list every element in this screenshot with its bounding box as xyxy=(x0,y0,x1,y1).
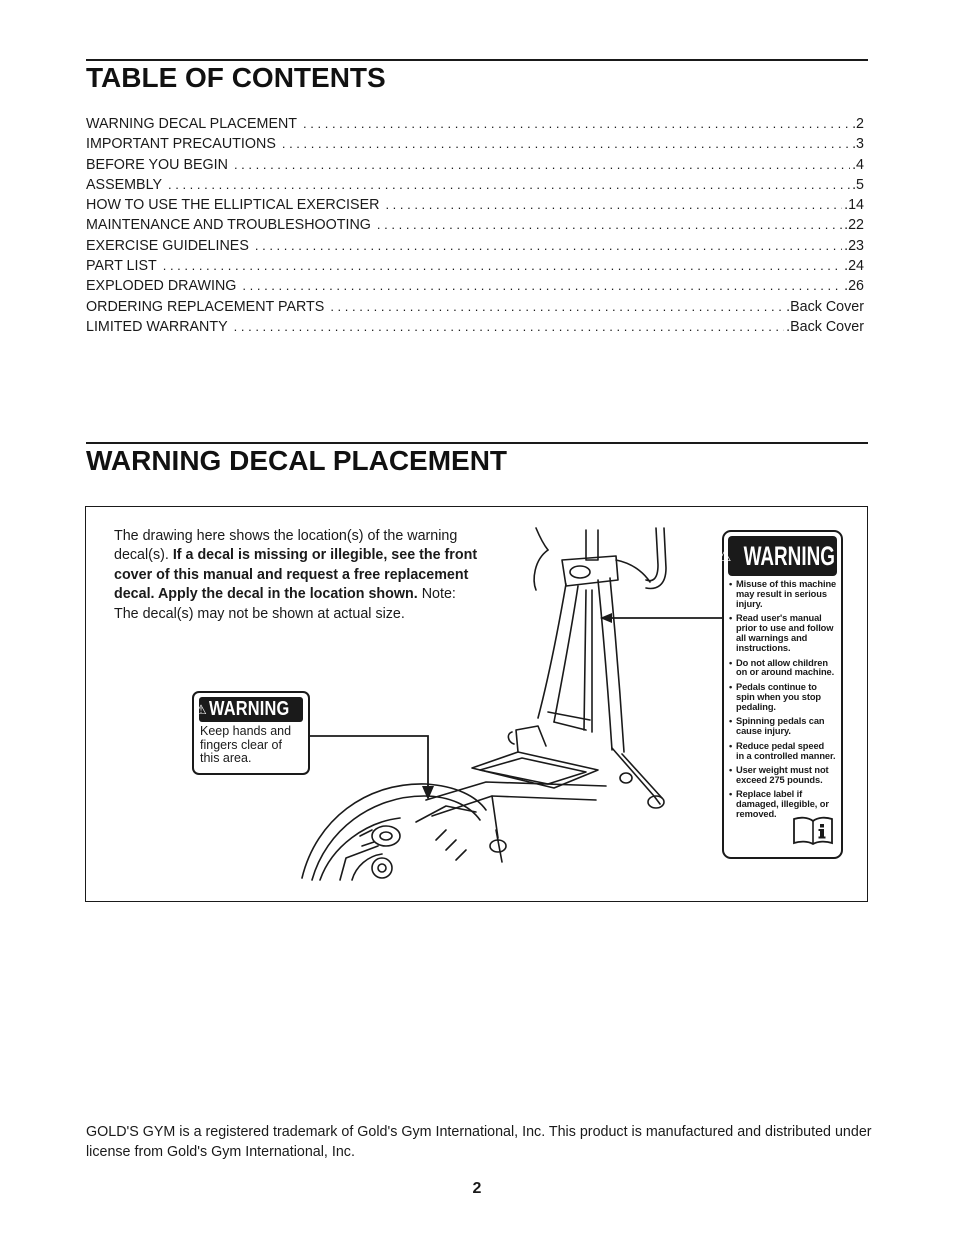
toc-entry[interactable] xyxy=(86,134,864,154)
toc-entry-title: MAINTENANCE AND TROUBLESHOOTING xyxy=(86,217,371,234)
toc-entry-page: .26 xyxy=(844,278,864,295)
toc-entry-page: .23 xyxy=(844,237,864,254)
toc-entry-page: .24 xyxy=(844,258,864,275)
toc-entry-title: WARNING DECAL PLACEMENT xyxy=(86,116,298,132)
warning-item-line: pedaling. xyxy=(736,701,776,712)
warning-item xyxy=(729,659,841,679)
warning-word: WARNING xyxy=(208,698,290,720)
toc-entry-title: ASSEMBLY xyxy=(86,176,163,193)
warning-item-line: prior to use and follow xyxy=(736,623,834,634)
toc-leader-dots xyxy=(303,114,850,134)
warning-item-line: • Reduce pedal speed xyxy=(736,740,825,751)
warning-item-line: cause injury. xyxy=(736,726,791,737)
warning-item-line: injury. xyxy=(736,598,763,609)
toc-entry-title: EXERCISE GUIDELINES xyxy=(86,237,249,254)
warning-item xyxy=(729,683,841,713)
warning-item-line: • Spinning pedals can xyxy=(736,716,825,727)
warning-item-line: • User weight must not xyxy=(736,765,829,776)
toc-entry-title: BEFORE YOU BEGIN xyxy=(86,156,228,173)
warning-item-line: damaged, illegible, or xyxy=(736,799,829,810)
warning-header xyxy=(718,536,837,576)
warning-item xyxy=(729,717,841,737)
toc-entry-page: .2 xyxy=(852,116,864,132)
trademark-footnote: GOLD'S GYM is a registered trademark of Gold's Gym International, Inc. This product is manufactured and distributed under license from Gold's Gym International, Inc. xyxy=(86,1124,872,1160)
toc-entry-title: PART LIST xyxy=(86,258,157,275)
warning-item-line: all warnings and xyxy=(736,633,808,644)
read-manual-book-icon xyxy=(792,815,834,845)
warning-item-line: spin when you stop xyxy=(736,691,821,702)
warning-word: WARNING xyxy=(744,540,836,571)
toc-entry[interactable] xyxy=(86,276,864,296)
toc-leader-dots xyxy=(377,215,842,235)
warning-items xyxy=(729,580,841,820)
toc-entry-page: .Back Cover xyxy=(786,298,864,315)
toc-entry-title: IMPORTANT PRECAUTIONS xyxy=(86,136,276,153)
toc-leader-dots xyxy=(168,175,850,195)
warning-triangle-icon: ⚠ xyxy=(195,701,207,717)
warning-item-line: on or around machine. xyxy=(736,667,835,678)
toc-leader-dots xyxy=(282,134,850,154)
warning-item-line: removed. xyxy=(736,809,777,820)
warning-item-line: • Read user's manual xyxy=(736,613,822,624)
main-warning-decal xyxy=(718,530,843,859)
toc-entry-page: .14 xyxy=(844,197,864,214)
toc-entry-title: ORDERING REPLACEMENT PARTS xyxy=(86,298,325,315)
toc-entry-title: LIMITED WARRANTY xyxy=(86,318,228,335)
warning-item-line: may result in serious xyxy=(736,588,827,599)
decal-section-top-rule xyxy=(86,442,868,444)
toc-leader-dots xyxy=(163,256,842,276)
warning-item-line: exceed 275 pounds. xyxy=(736,774,823,785)
toc-entry[interactable] xyxy=(86,297,864,317)
warning-item-line: • Pedals continue to xyxy=(736,681,817,692)
small-warning-decal xyxy=(192,691,310,775)
toc-leader-dots xyxy=(385,195,842,215)
warning-message-line: this area. xyxy=(200,751,252,765)
warning-item-line: • Replace label if xyxy=(736,789,803,800)
warning-message xyxy=(200,725,308,766)
decal-leader-line xyxy=(308,730,438,802)
warning-item xyxy=(729,614,841,654)
toc-leader-dots xyxy=(242,276,842,296)
toc-leader-dots xyxy=(255,236,842,256)
intro-text-note: Note: The decal(s) may not be shown at actual size. xyxy=(114,586,456,622)
toc-entry-page: .3 xyxy=(852,136,864,153)
toc-title: TABLE OF CONTENTS xyxy=(86,62,386,93)
intro-text-bold: If a decal is missing or illegible, see the front cover of this manual and request a free replacement decal. Apply the decal in the location shown. xyxy=(114,547,478,603)
toc-entry-title: HOW TO USE THE ELLIPTICAL EXERCISER xyxy=(86,197,380,214)
warning-message-line: fingers clear of xyxy=(200,737,282,752)
page-number: 2 xyxy=(472,1180,482,1197)
toc-leader-dots xyxy=(234,155,850,175)
warning-message-line: Keep hands and xyxy=(200,724,292,738)
warning-item xyxy=(729,742,841,762)
decal-section-title: WARNING DECAL PLACEMENT xyxy=(86,445,508,476)
toc-entry[interactable] xyxy=(86,155,864,175)
toc-entry[interactable] xyxy=(86,215,864,235)
intro-text-plain: The drawing here shows the location(s) of the warning decal(s). xyxy=(114,528,458,564)
toc-entry[interactable] xyxy=(86,236,864,256)
toc-leader-dots xyxy=(234,317,784,337)
warning-item xyxy=(729,580,841,610)
decal-leader-line xyxy=(590,610,724,622)
toc-entry-page: .Back Cover xyxy=(786,318,864,335)
toc-entry[interactable] xyxy=(86,256,864,276)
toc-entry[interactable] xyxy=(86,175,864,195)
warning-item xyxy=(729,766,841,786)
toc-entry-page: .5 xyxy=(852,176,864,193)
toc-entry[interactable] xyxy=(86,114,864,134)
elliptical-line-drawing xyxy=(286,520,672,882)
toc-entry[interactable] xyxy=(86,317,864,337)
toc-entry-page: .4 xyxy=(852,156,864,173)
warning-header xyxy=(195,697,303,722)
toc-entry-title: EXPLODED DRAWING xyxy=(86,278,237,295)
warning-item-line: instructions. xyxy=(736,643,791,654)
warning-triangle-icon: ⚠ xyxy=(718,548,732,565)
toc-list xyxy=(86,114,864,337)
toc-leader-dots xyxy=(330,297,784,317)
toc-entry-page: .22 xyxy=(844,217,864,234)
toc-top-rule xyxy=(86,59,868,61)
warning-item-line: • Do not allow children xyxy=(736,657,828,668)
warning-item-line: • Misuse of this machine xyxy=(736,579,837,589)
warning-item-line: in a controlled manner. xyxy=(736,750,836,761)
toc-entry[interactable] xyxy=(86,195,864,215)
